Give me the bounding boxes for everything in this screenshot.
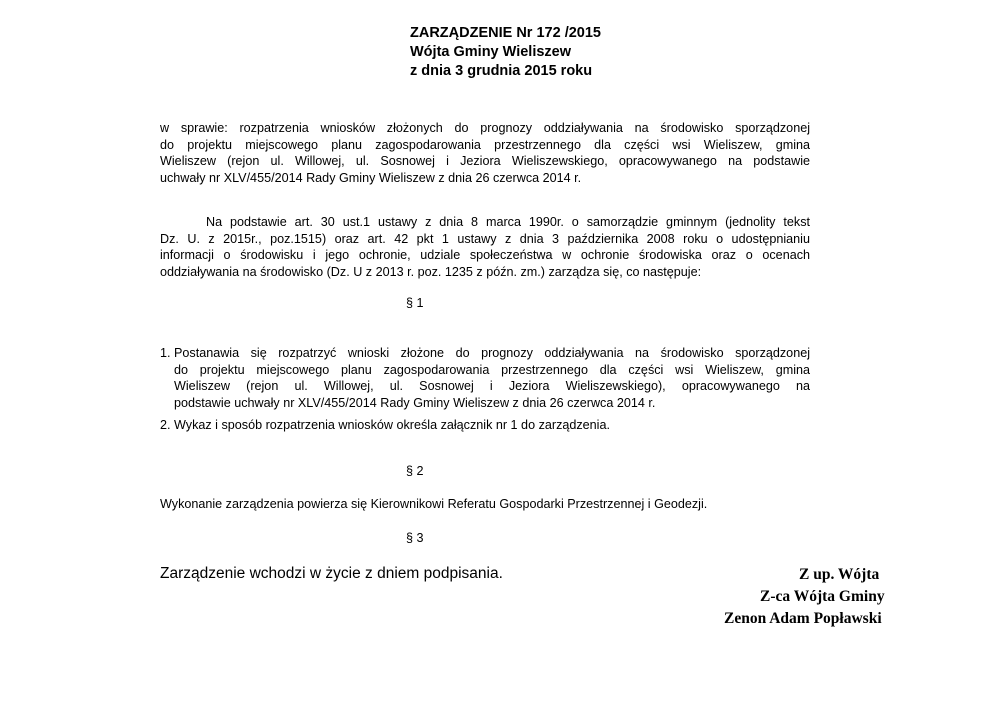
subject-line: do projektu miejscowego planu zagospodarowania przestrzennego dla części wsi Wieliszew, gmina (160, 137, 810, 152)
document-date: z dnia 3 grudnia 2015 roku (410, 63, 593, 79)
issuer: Wójta Gminy Wieliszew (410, 44, 572, 60)
section-2-text: Wykonanie zarządzenia powierza się Kierownikowi Referatu Gospodarki Przestrzennej i Geodezji. (160, 497, 708, 511)
document-title: ZARZĄDZENIE Nr 172 /2015 (410, 25, 601, 41)
section-1-heading: § 1 (406, 296, 424, 310)
subject-line: w sprawie: rozpatrzenia wniosków złożonych do prognozy oddziaływania na środowisko sporządzonej (160, 121, 810, 135)
section-3-text: Zarządzenie wchodzi w życie z dniem podpisania. (160, 565, 503, 582)
basis-line: informacji o środowisku i jego ochronie, udziale społeczeństwa w ochronie środowiska oraz o ocenach (160, 248, 810, 263)
item-line: podstawie uchwały nr XLV/455/2014 Rady Gminy Wieliszew z dnia 26 czerwca 2014 r. (174, 395, 656, 410)
signature-line-2: Z-ca Wójta Gminy (760, 588, 885, 605)
section-2-heading: § 2 (406, 464, 424, 478)
basis-line: oddziaływania na środowisko (Dz. U z 2013 r. poz. 1235 z późn. zm.) zarządza się, co następuje: (160, 264, 702, 279)
item-line: do projektu miejscowego planu zagospodarowania przestrzennego dla części wsi Wieliszew, gmina (174, 362, 810, 377)
signatory-name: Zenon Adam Popławski (724, 610, 882, 627)
legal-basis-paragraph (160, 214, 810, 280)
subject-paragraph (160, 120, 810, 186)
list-item-1 (160, 345, 810, 411)
list-item-2: 2. Wykaz i sposób rozpatrzenia wniosków określa załącznik nr 1 do zarządzenia. (160, 418, 610, 432)
basis-line: Dz. U. z 2015r., poz.1515) oraz art. 42 pkt 1 ustawy z dnia 3 października 2008 roku o udostępnianiu (160, 231, 810, 246)
subject-line: Wieliszew (rejon ul. Willowej, ul. Sosnowej i Jeziora Wieliszewskiego, opracowywanego na podstawie (160, 154, 810, 169)
basis-line: Na podstawie art. 30 ust.1 ustawy z dnia 8 marca 1990r. o samorządzie gminnym (jednolity tekst (206, 215, 810, 229)
section-3-heading: § 3 (406, 531, 424, 545)
list-number: 1. (160, 346, 171, 360)
item-line: Postanawia się rozpatrzyć wnioski złożone do prognozy oddziaływania na środowisko sporządzonej (174, 346, 810, 360)
subject-line: uchwały nr XLV/455/2014 Rady Gminy Wieliszew z dnia 26 czerwca 2014 r. (160, 170, 582, 185)
item-line: Wieliszew (rejon ul. Willowej, ul. Sosnowej i Jeziora Wieliszewskiego), opracowywanego na (174, 379, 810, 394)
document-header (410, 24, 601, 81)
signature-line-1: Z up. Wójta (799, 566, 880, 583)
